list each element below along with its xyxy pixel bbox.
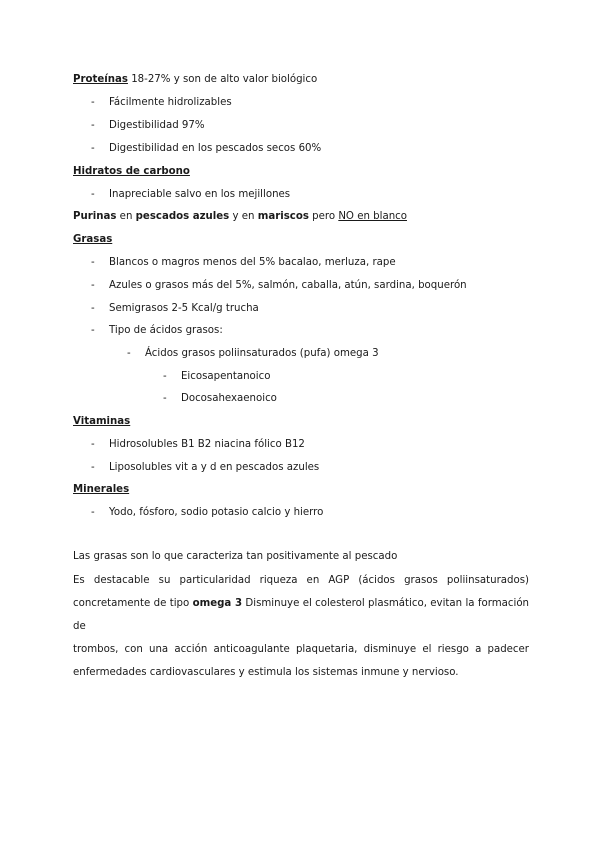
list-item: Liposolubles vit a y d en pescados azules bbox=[109, 462, 320, 473]
bullet-dash: - bbox=[91, 280, 95, 291]
purinas-text: en bbox=[116, 211, 136, 222]
paragraph-line: enfermedades cardiovasculares y estimula los sistemas inmune y nervioso. bbox=[73, 667, 459, 678]
list-item: Blancos o magros menos del 5% bacalao, merluza, rape bbox=[109, 257, 396, 268]
bullet-dash: - bbox=[91, 120, 95, 131]
bullet-dash: - bbox=[163, 393, 167, 404]
bullet-dash: - bbox=[91, 325, 95, 336]
proteinas-text: 18-27% y son de alto valor biológico bbox=[127, 74, 318, 85]
sub-sub-list-item: Eicosapentanoico bbox=[181, 371, 271, 382]
paragraph-text: concretamente de tipo bbox=[73, 598, 193, 609]
purinas-text: y en bbox=[229, 211, 258, 222]
sub-sub-list-item: Docosahexaenoico bbox=[181, 393, 277, 404]
list-item: Tipo de ácidos grasos: bbox=[109, 325, 223, 336]
minerales-heading: Minerales bbox=[73, 484, 130, 495]
list-item: Azules o grasos más del 5%, salmón, caballa, atún, sardina, boquerón bbox=[109, 280, 467, 291]
list-item: Fácilmente hidrolizables bbox=[109, 97, 232, 108]
grasas-heading: Grasas bbox=[73, 234, 113, 245]
summary-paragraph bbox=[73, 569, 529, 684]
bullet-dash: - bbox=[91, 189, 95, 200]
paragraph-line: Es destacable su particularidad riqueza en AGP (ácidos grasos poliinsaturados) bbox=[73, 575, 529, 586]
list-item: Digestibilidad 97% bbox=[109, 120, 205, 131]
bullet-dash: - bbox=[127, 348, 131, 359]
bullet-dash: - bbox=[91, 507, 95, 518]
bullet-dash: - bbox=[163, 371, 167, 382]
list-item: Inapreciable salvo en los mejillones bbox=[109, 189, 291, 200]
mariscos-word: mariscos bbox=[257, 211, 309, 222]
bullet-dash: - bbox=[91, 143, 95, 154]
paragraph-line: trombos, con una acción anticoagulante plaquetaria, disminuye el riesgo a padecer bbox=[73, 644, 529, 655]
omega-3-text: omega 3 bbox=[192, 598, 243, 609]
list-item: Digestibilidad en los pescados secos 60% bbox=[109, 143, 322, 154]
paragraph-line bbox=[73, 592, 529, 638]
bullet-dash: - bbox=[91, 303, 95, 314]
list-item: Semigrasos 2-5 Kcal/g trucha bbox=[109, 303, 259, 314]
proteinas-heading: Proteínas bbox=[73, 74, 128, 85]
bullet-dash: - bbox=[91, 439, 95, 450]
list-item: Hidrosolubles B1 B2 niacina fólico B12 bbox=[109, 439, 305, 450]
paragraph-text: Disminuye el colesterol plasmático, evitan la formación de bbox=[73, 598, 530, 632]
no-en-blanco-text: NO en blanco bbox=[338, 211, 407, 222]
summary-line: Las grasas son lo que caracteriza tan positivamente al pescado bbox=[73, 551, 398, 562]
proteinas-line bbox=[73, 73, 317, 87]
purinas-line bbox=[73, 210, 407, 224]
purinas-text: pero bbox=[308, 211, 339, 222]
purinas-word: Purinas bbox=[73, 211, 117, 222]
bullet-dash: - bbox=[91, 97, 95, 108]
pescados-azules-word: pescados azules bbox=[135, 211, 230, 222]
list-item: Yodo, fósforo, sodio potasio calcio y hierro bbox=[109, 507, 324, 518]
vitaminas-heading: Vitaminas bbox=[73, 416, 131, 427]
bullet-dash: - bbox=[91, 462, 95, 473]
bullet-dash: - bbox=[91, 257, 95, 268]
hidratos-heading: Hidratos de carbono bbox=[73, 166, 190, 177]
sub-list-item: Ácidos grasos poliinsaturados (pufa) omega 3 bbox=[145, 348, 379, 359]
